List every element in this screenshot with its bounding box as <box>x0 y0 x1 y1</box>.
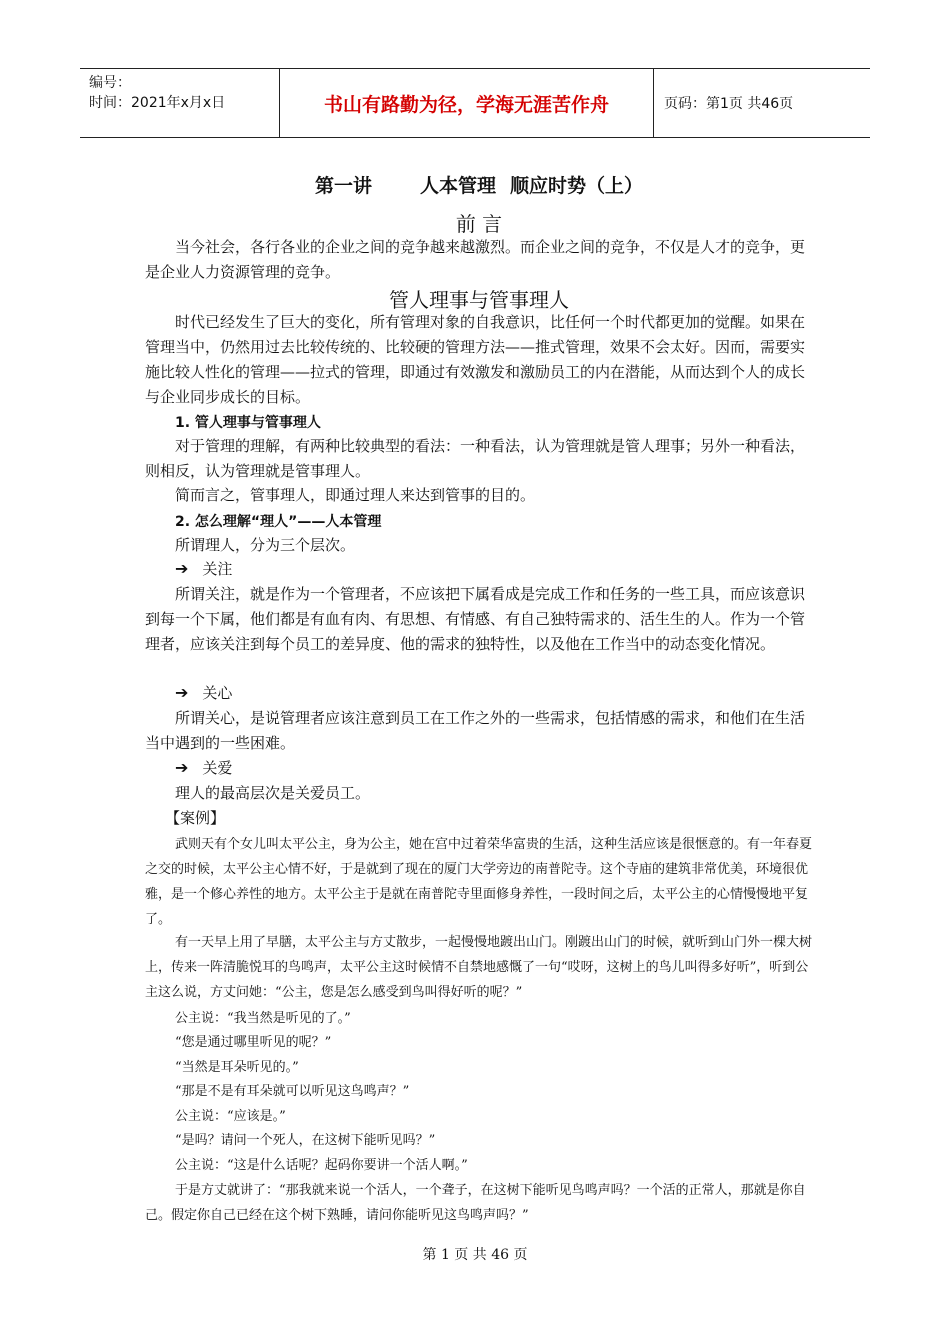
case-paragraph-2: 有一天早上用了早膳，太平公主与方丈散步，一起慢慢地踱出山门。刚踱出山门的时候，就听到山门外一棵大树上，传来一阵清脆悦耳的鸟鸣声，太平公主这时候情不自禁地感慨了一句“哎呀，这树上的鸟儿叫得多好听”，听到公主这么说，方丈问她：“公主，您是怎么感受到鸟叫得好听的呢？” <box>145 935 813 1000</box>
case-paragraph-1: 武则天有个女儿叫太平公主，身为公主，她在宫中过着荣华富贵的生活，这种生活应该是很惬意的。有一年春夏之交的时候，太平公主心情不好，于是就到了现在的厦门大学旁边的南普陀寺。这个寺庙的建筑非常优美，环境很优雅，是一个修心养性的地方。太平公主于是就在南普陀寺里面修身养性，一段时间之后，太平公主的心情慢慢地平复了。 <box>145 837 813 927</box>
header-table <box>80 68 870 138</box>
case-label: 【案例】 <box>165 809 226 827</box>
preface-heading: 前 言 <box>455 212 503 236</box>
page-footer: 第 1 页 共 46 页 <box>422 1247 528 1263</box>
dialogue-line: 公主说：“这是什么话呢？起码你要讲一个活人啊。” <box>175 1158 468 1173</box>
dialogue-line: “是吗？请问一个死人，在这树下能听见吗？” <box>175 1133 436 1148</box>
arrow-right-icon: ➔ <box>175 683 189 702</box>
dialogue-line: “您是通过哪里听见的呢？” <box>175 1035 332 1050</box>
subsection-2-paragraph: 所谓理人，分为三个层次。 <box>175 536 356 554</box>
bullet-guanzhu-paragraph: 所谓关注，就是作为一个管理者，不应该把下属看成是完成工作和任务的一些工具，而应该意识到每一个下属，他们都是有血有肉、有思想、有情感、有自己独特需求的、活生生的人。作为一个管理者，应该关注到每个员工的差异度、他的需求的独特性，以及他在工作当中的动态变化情况。 <box>145 585 806 653</box>
subsection-1-paragraph-2: 简而言之，管事理人，即通过理人来达到管事的目的。 <box>175 486 536 504</box>
bullet-guanxin-paragraph: 所谓关心，是说管理者应该注意到员工在工作之外的一些需求，包括情感的需求，和他们在生活当中遇到的一些困难。 <box>145 709 806 752</box>
section-heading: 管人理事与管事理人 <box>389 288 569 312</box>
bullet-guanxin <box>175 682 232 703</box>
bullet-label: 关心 <box>202 684 233 702</box>
dialogue-line: 公主说：“应该是。” <box>175 1109 286 1124</box>
title-part-1: 第一讲 <box>314 175 372 197</box>
bullet-guanai-paragraph: 理人的最高层次是关爱员工。 <box>175 784 371 802</box>
arrow-right-icon: ➔ <box>175 559 189 578</box>
bullet-label: 关爱 <box>202 759 233 777</box>
time-label: 时间：2021年x月x日 <box>89 95 226 111</box>
subsection-1-paragraph-1: 对于管理的理解，有两种比较典型的看法：一种看法，认为管理就是管人理事；另外一种看法，则相反，认为管理就是管事理人。 <box>145 437 806 480</box>
dialogue-line: 公主说：“我当然是听见的了。” <box>175 1011 351 1026</box>
title-part-2: 人本管理 <box>419 175 496 197</box>
arrow-right-icon: ➔ <box>175 758 189 777</box>
header-meta <box>80 69 280 137</box>
section-paragraph: 时代已经发生了巨大的变化，所有管理对象的自我意识，比任何一个时代都更加的觉醒。如果在管理当中，仍然用过去比较传统的、比较硬的管理方法——推式管理，效果不会太好。因而，需要实施比较人性化的管理——拉式的管理，即通过有效激发和激励员工的内在潜能，从而达到个人的成长与企业同步成长的目标。 <box>145 313 806 406</box>
title-part-3: 顺应时势（上） <box>510 175 644 197</box>
number-label: 编号： <box>89 75 131 91</box>
case-paragraph-3: 于是方丈就讲了：“那我就来说一个活人，一个聋子，在这树下能听见鸟鸣声吗？一个活的正常人，那就是你自己。假定你自己已经在这个树下熟睡，请问你能听见这鸟鸣声吗？” <box>145 1183 806 1223</box>
dialogue-line: “那是不是有耳朵就可以听见这鸟鸣声？” <box>175 1084 410 1099</box>
header-motto: 书山有路勤为径，学海无涯苦作舟 <box>280 69 654 137</box>
bullet-guanai <box>175 757 232 778</box>
subsection-2-heading: 2. 怎么理解“理人”——人本管理 <box>175 514 382 530</box>
bullet-label: 关注 <box>202 560 233 578</box>
dialogue-line: “当然是耳朵听见的。” <box>175 1060 299 1075</box>
subsection-1-heading: 1. 管人理事与管事理人 <box>175 415 321 431</box>
bullet-guanzhu <box>175 558 232 579</box>
header-page-info: 页码：第1页 共46页 <box>664 96 794 112</box>
lecture-title <box>145 171 813 198</box>
preface-paragraph: 当今社会，各行各业的企业之间的竞争越来越激烈。而企业之间的竞争，不仅是人才的竞争，更是企业人力资源管理的竞争。 <box>145 238 806 281</box>
